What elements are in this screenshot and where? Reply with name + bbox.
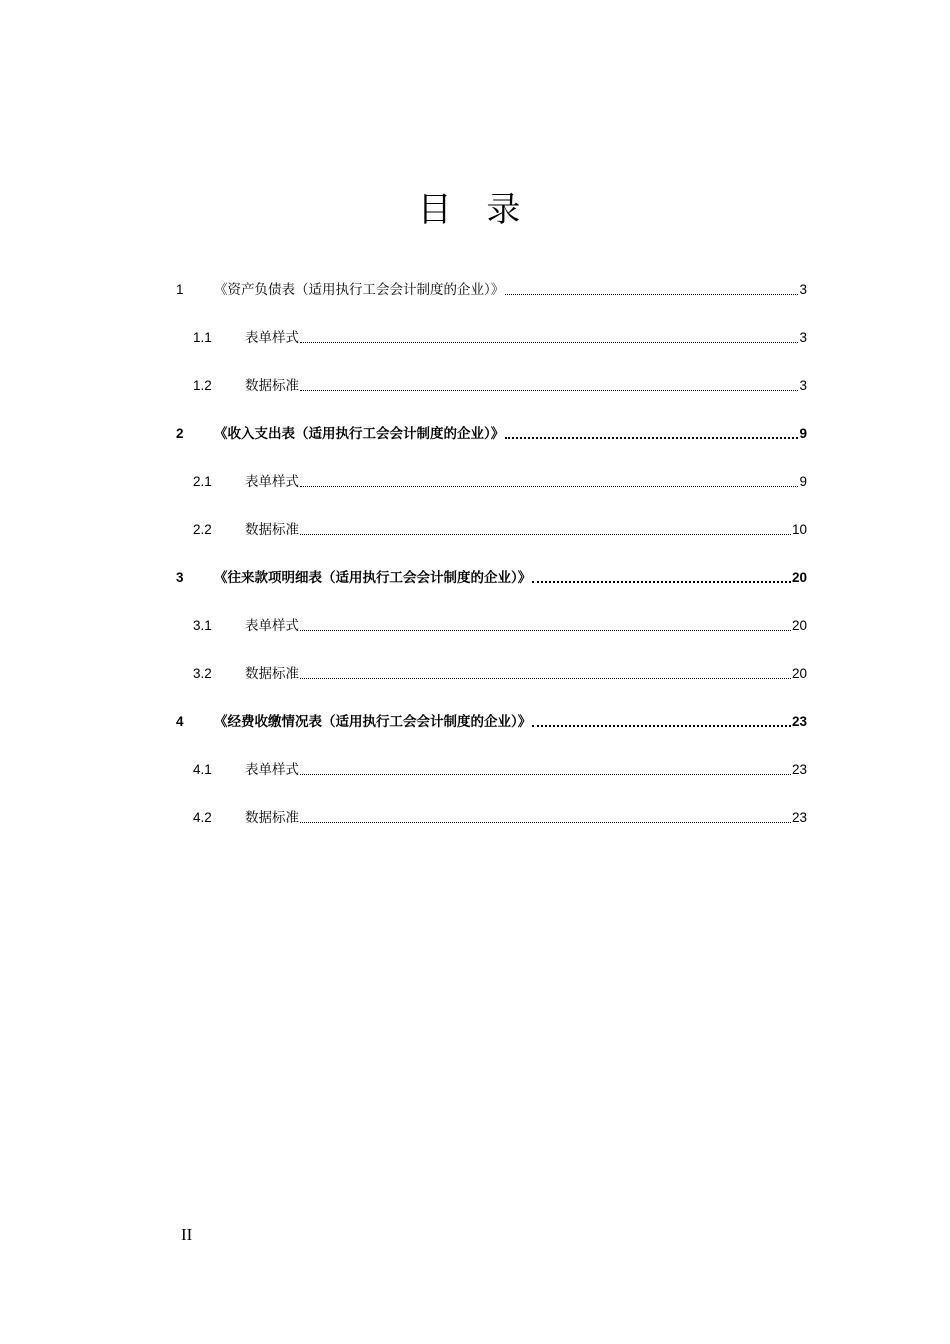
toc-entry-3-1[interactable] [176, 602, 807, 650]
toc-dot-leader [505, 419, 798, 449]
toc-entry-3[interactable] [176, 554, 807, 602]
toc-entry-2-1[interactable] [176, 458, 807, 506]
toc-entry-page: 20 [791, 618, 807, 633]
toc-dot-leader [300, 467, 798, 497]
toc-entry-2-2[interactable] [176, 506, 807, 554]
toc-entry-page: 23 [791, 762, 807, 777]
toc-entry-3-2[interactable] [176, 650, 807, 698]
toc-entry-page: 9 [799, 474, 807, 489]
toc-entry-label: 表单样式 [245, 330, 299, 346]
toc-entry-2[interactable] [176, 410, 807, 458]
page-title: 目 录 [417, 190, 533, 230]
toc-entry-label: 表单样式 [245, 762, 299, 778]
toc-entry-number: 1 [176, 282, 184, 297]
toc-entry-page: 3 [799, 330, 807, 345]
toc-dot-leader [300, 323, 798, 353]
toc-entry-number: 4.1 [193, 762, 212, 777]
toc-entry-label: 《经费收缴情况表（适用执行工会会计制度的企业）》 [214, 714, 532, 730]
toc-dot-leader [505, 275, 798, 305]
toc-entry-number: 2 [176, 426, 184, 441]
toc-entry-1-2[interactable] [176, 362, 807, 410]
toc-entry-1-1[interactable] [176, 314, 807, 362]
toc-entry-label: 数据标准 [245, 378, 299, 394]
page-number: II [181, 1225, 193, 1244]
toc-entry-page: 23 [791, 810, 807, 825]
toc-dot-leader [300, 371, 798, 401]
toc-entry-label: 《资产负债表（适用执行工会会计制度的企业）》 [214, 282, 505, 298]
toc-entry-4-2[interactable] [176, 794, 807, 842]
toc-entry-label: 《往来款项明细表（适用执行工会会计制度的企业）》 [214, 570, 532, 586]
toc-entry-4-1[interactable] [176, 746, 807, 794]
toc-dot-leader [532, 563, 791, 593]
toc-entry-number: 3.2 [193, 666, 212, 681]
toc-entry-label: 数据标准 [245, 810, 299, 826]
toc-entry-1[interactable] [176, 266, 807, 314]
toc-entry-page: 20 [791, 570, 807, 585]
toc-entry-page: 23 [791, 714, 807, 729]
toc-dot-leader [300, 515, 791, 545]
toc-entry-number: 3 [176, 570, 184, 585]
toc-entry-number: 1.1 [193, 330, 212, 345]
toc-entry-number: 4 [176, 714, 184, 729]
toc-entry-label: 表单样式 [245, 474, 299, 490]
table-of-contents [176, 266, 807, 842]
toc-entry-number: 1.2 [193, 378, 212, 393]
toc-entry-number: 2.2 [193, 522, 212, 537]
toc-dot-leader [300, 611, 791, 641]
toc-entry-page: 10 [791, 522, 807, 537]
toc-entry-number: 3.1 [193, 618, 212, 633]
toc-entry-page: 20 [791, 666, 807, 681]
toc-entry-label: 《收入支出表（适用执行工会会计制度的企业）》 [214, 426, 505, 442]
toc-entry-4[interactable] [176, 698, 807, 746]
toc-entry-page: 3 [799, 282, 807, 297]
toc-entry-label: 数据标准 [245, 666, 299, 682]
toc-entry-page: 3 [799, 378, 807, 393]
toc-entry-number: 4.2 [193, 810, 212, 825]
toc-dot-leader [300, 659, 791, 689]
toc-entry-page: 9 [799, 426, 807, 441]
toc-dot-leader [532, 707, 791, 737]
toc-entry-number: 2.1 [193, 474, 212, 489]
toc-entry-label: 表单样式 [245, 618, 299, 634]
toc-entry-label: 数据标准 [245, 522, 299, 538]
toc-dot-leader [300, 755, 791, 785]
toc-dot-leader [300, 803, 791, 833]
